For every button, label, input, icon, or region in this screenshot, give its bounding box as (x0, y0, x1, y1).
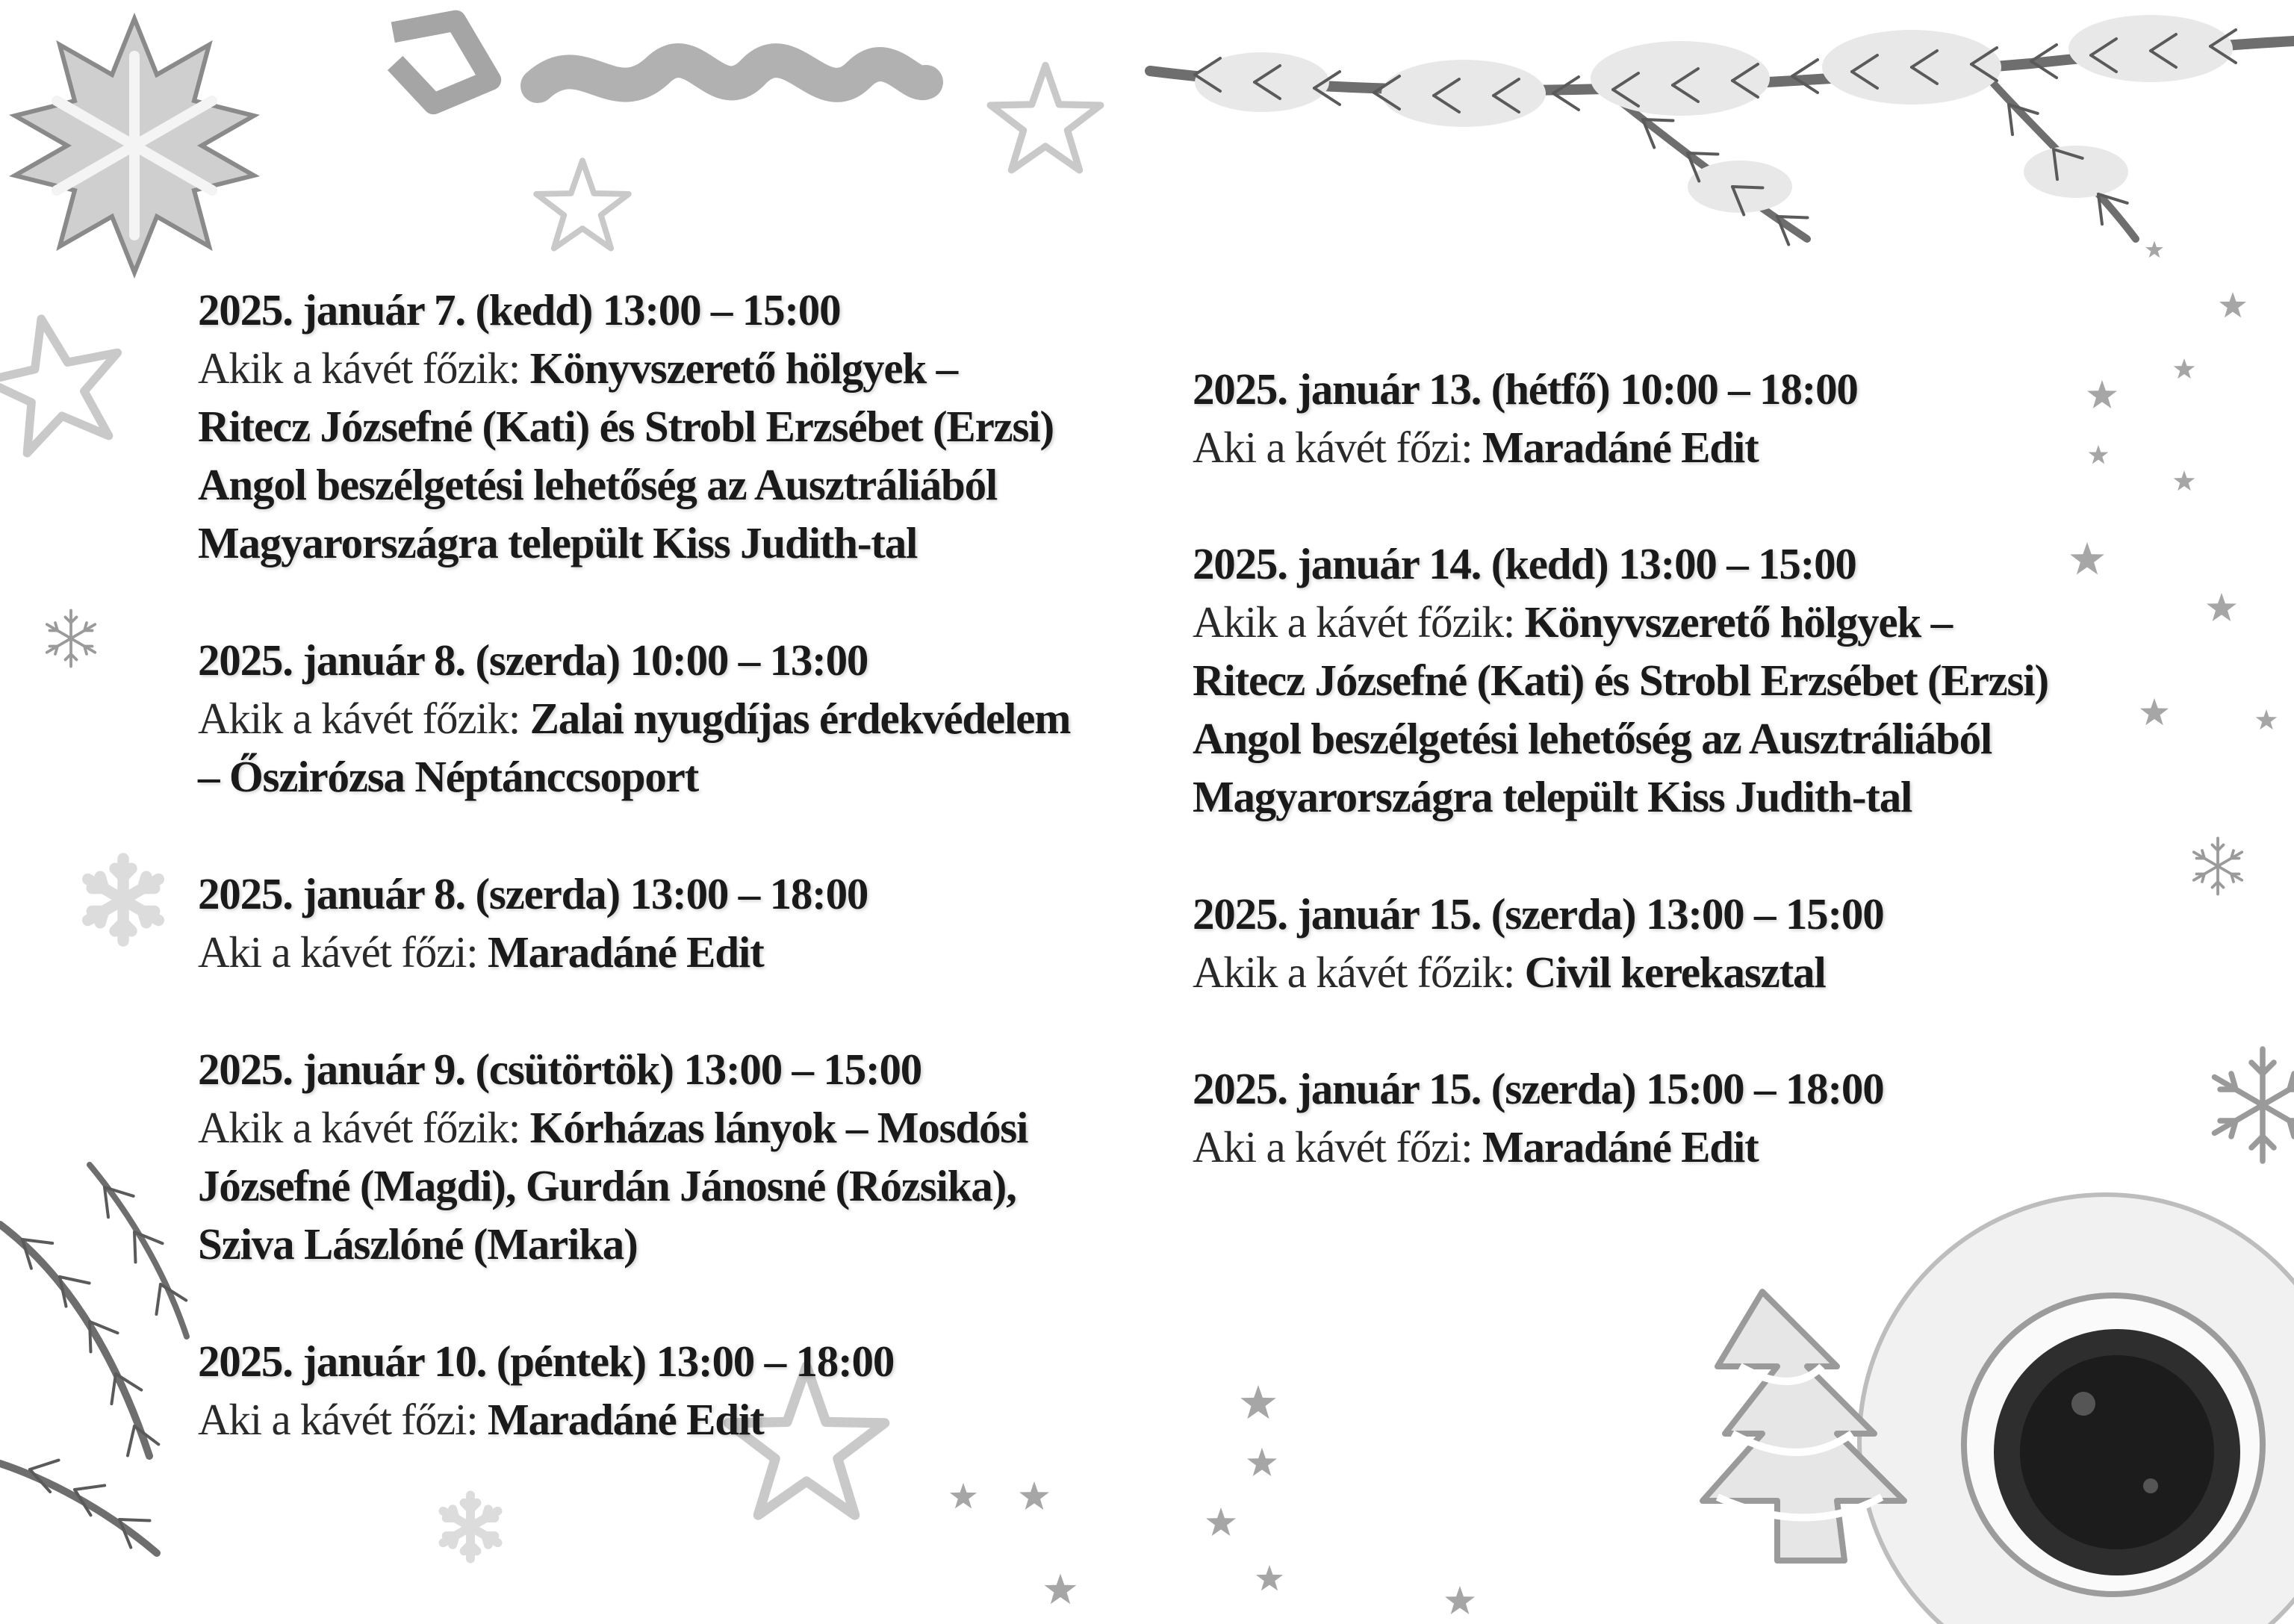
event-host: Zalai nyugdíjas érdekvédelem (529, 694, 1071, 743)
event-heading: 2025. január 7. (kedd) 13:00 – 15:00 (198, 285, 841, 335)
event-host: Angol beszélgetési lehetőség az Ausztráliából (1193, 714, 1992, 763)
event-host: Maradáné Edit (487, 1395, 764, 1444)
event-heading: 2025. január 15. (szerda) 13:00 – 15:00 (1193, 889, 1884, 939)
glitter-star-icon (1247, 1448, 1277, 1476)
event-host: – Őszirózsa Néptánccsoport (198, 752, 699, 801)
event-host: Civil kerekasztal (1524, 948, 1826, 997)
event-heading: 2025. január 9. (csütörtök) 13:00 – 15:00 (198, 1045, 922, 1094)
glitter-star-icon (2174, 470, 2195, 491)
event-jan-13 (1193, 360, 2126, 476)
event-heading: 2025. január 13. (hétfő) 10:00 – 18:00 (1193, 364, 1858, 414)
glitter-star-icon (1240, 1385, 1276, 1419)
glitter-star-icon (1019, 1481, 1049, 1510)
cookie-snowflake-icon (15, 19, 254, 273)
star-outline-icon (0, 305, 134, 458)
event-label: Aki a kávét főzi: (198, 927, 488, 977)
event-label: Akik a kávét főzik: (198, 694, 530, 743)
event-jan-10 (198, 1332, 1191, 1449)
silver-paint-stroke-icon (382, 10, 500, 113)
event-jan-8-morning (198, 631, 1191, 806)
event-label: Aki a kávét főzi: (198, 1395, 488, 1444)
event-host: Ritecz Józsefné (Kati) és Strobl Erzsébet (Erzsi) (198, 402, 1054, 451)
glitter-star-icon (950, 1483, 977, 1508)
event-host: Könyvszerető hölgyek – (1524, 597, 1952, 647)
event-host: Maradáné Edit (1482, 1122, 1759, 1172)
coffee-cup-icon (1859, 1195, 2294, 1624)
event-label: Akik a kávét főzik: (198, 343, 530, 393)
event-host: Könyvszerető hölgyek – (529, 343, 957, 393)
event-jan-7 (198, 281, 1191, 572)
event-host: Sziva Lászlóné (Marika) (198, 1219, 638, 1269)
glitter-star-icon (2174, 358, 2195, 379)
event-heading: 2025. január 8. (szerda) 13:00 – 18:00 (198, 869, 868, 918)
event-label: Aki a kávét főzi: (1193, 423, 1482, 472)
event-jan-15-early (1193, 885, 2126, 1001)
snowflake-icon (88, 859, 159, 941)
glitter-star-icon (1445, 1586, 1475, 1614)
event-label: Aki a kávét főzi: (1193, 1122, 1482, 1172)
event-heading: 2025. január 14. (kedd) 13:00 – 15:00 (1193, 539, 1856, 588)
event-host: Ritecz Józsefné (Kati) és Strobl Erzsébet (Erzsi) (1193, 656, 2048, 705)
glitter-star-icon (2140, 698, 2169, 725)
star-outline-icon (536, 161, 629, 249)
event-heading: 2025. január 15. (szerda) 15:00 – 18:00 (1193, 1064, 1884, 1113)
snowflake-icon (47, 611, 96, 667)
glitter-star-icon (1256, 1565, 1283, 1590)
glitter-star-icon (2207, 593, 2237, 621)
event-jan-14 (1193, 535, 2126, 826)
glitter-star-icon (2256, 709, 2278, 729)
event-jan-9 (198, 1040, 1191, 1273)
glitter-star-icon (2145, 241, 2163, 258)
event-label: Akik a kávét főzik: (1193, 597, 1525, 647)
event-jan-15-late (1193, 1060, 2126, 1176)
star-outline-icon (990, 66, 1101, 170)
event-label: Akik a kávét főzik: (198, 1103, 530, 1152)
silver-paint-stroke-icon (538, 60, 926, 86)
glitter-star-icon (1045, 1574, 1077, 1605)
event-host: Maradáné Edit (487, 927, 764, 977)
event-host: Magyarországra települt Kiss Judith-tal (1193, 772, 1912, 821)
event-jan-8-afternoon (198, 865, 1191, 981)
event-heading: 2025. január 8. (szerda) 10:00 – 13:00 (198, 635, 868, 685)
snowflake-icon (2194, 839, 2242, 895)
glitter-star-icon (2219, 292, 2246, 317)
event-host: Magyarországra települt Kiss Judith-tal (198, 518, 918, 567)
event-host: Kórházas lányok – Mosdósi (529, 1103, 1028, 1152)
snowflake-icon (443, 1496, 497, 1559)
event-label: Akik a kávét főzik: (1193, 948, 1525, 997)
pine-branch-icon (0, 1165, 187, 1553)
pine-branch-icon (1150, 15, 2294, 245)
snowflake-icon (2215, 1049, 2294, 1161)
event-host: Maradáné Edit (1482, 423, 1759, 472)
event-host: Józsefné (Magdi), Gurdán Jánosné (Rózsika), (198, 1161, 1016, 1210)
event-host: Angol beszélgetési lehetőség az Ausztráliából (198, 460, 998, 509)
event-heading: 2025. január 10. (péntek) 13:00 – 18:00 (198, 1337, 895, 1386)
glitter-star-icon (1206, 1508, 1236, 1536)
